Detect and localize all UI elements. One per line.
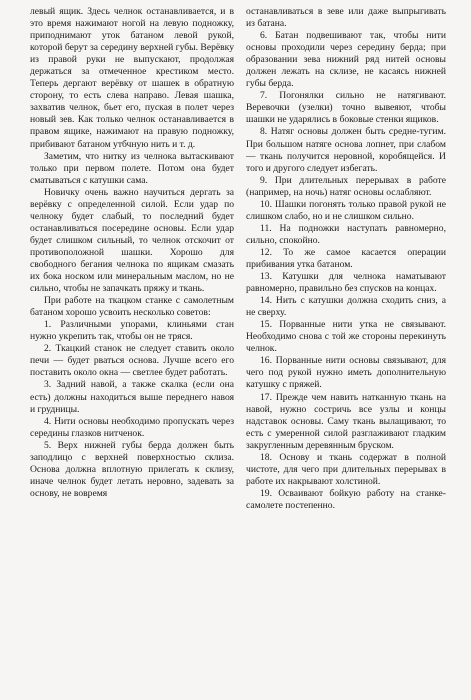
paragraph: останавливаться в зеве или даже выпрыгивать из батана. — [246, 6, 446, 30]
list-item: 10. Шашки погонять только правой рукой не слишком слабо, но и не слишком сильно. — [246, 198, 446, 222]
list-item: 9. При длительных перерывах в работе (например, на ночь) натяг основы ослабляют. — [246, 174, 446, 198]
list-item: 13. Катушки для челнока наматывают равномерно, правильно без спусков на концах. — [246, 271, 446, 295]
list-item: 12. То же самое касается операции прибивания утка батаном. — [246, 246, 446, 270]
list-item: 14. Нить с катушки должна сходить сниз, а не сверху. — [246, 295, 446, 319]
list-item: 15. Порванные нити утка не связывают. Необходимо снова с той же стороны перекинуть челнок. — [246, 319, 446, 355]
paragraph: При работе на ткацком станке с самолетным батаном хорошо усвоить несколько советов: — [30, 295, 234, 319]
list-item: 18. Основу и ткань содержат в полной чистоте, для чего при длительных перерывах в работе их накрывают холстиной. — [246, 451, 446, 487]
list-item: 1. Различными упорами, клиньями стан нужно укрепить так, чтобы он не тряся. — [30, 319, 234, 343]
list-item: 19. Осваивают бойкую работу на станке-самолете постепенно. — [246, 487, 446, 511]
list-item: 5. Верх нижней губы берда должен быть заподлицо с верхней поверхностью склиза. Основа должна вплотную прилегать к склизу, иначе челнок будет летать неровно, задевать за основу, не вовремя — [30, 439, 234, 499]
paragraph: Заметим, что нитку из челнока вытаскивают только при первом полете. Потом она будет сматываться с катушки сама. — [30, 150, 234, 186]
right-text-column — [246, 6, 446, 512]
list-item: 11. На подножки наступать равномерно, сильно, спокойно. — [246, 222, 446, 246]
paragraph: Новичку очень важно научиться дергать за верёвку с определенной силой. Если удар по челноку будет слабый, то последний будет останавливаться посередине основы. Если удар будет слишком сильный, то челнок отскочит от противоположной шашки. Хорошо для свободного бегания челнока по ящикам смазать их бока носком или минеральным маслом, но не сильно, чтобы не запачкать пряжу и ткань. — [30, 186, 234, 295]
list-item: 6. Батан подвешивают так, чтобы нити основы проходили через середину берда; при образовании зева нижний ряд нитей основы должен лежать на склизе, не касаясь нижней губы берда. — [246, 30, 446, 90]
list-item: 4. Нити основы необходимо пропускать через середины глазков нитченок. — [30, 415, 234, 439]
list-item: 17. Прежде чем навить натканную ткань на навой, нужно состричь все узлы и концы надставок основы. Саму ткань вылащивают, то есть с умеренной силой разглаживают гладким закругленным деревянным бруском. — [246, 391, 446, 451]
left-text-column — [30, 6, 234, 500]
list-item: 7. Погонялки сильно не натягивают. Веревочки (узелки) точно вывеяют, чтобы шашки не ударялись в боковые стенки ящиков. — [246, 90, 446, 126]
list-item: 8. Натяг основы должен быть средне-тугим. При большом натяге основа лопнет, при слабом — ткань получится неровной, коробящейся. И того и другого следует избегать. — [246, 126, 446, 174]
list-item: 16. Порванные нити основы связывают, для чего под рукой нужно иметь дополнительную катушку с пряжей. — [246, 355, 446, 391]
list-item: 2. Ткацкий станок не следует ставить около печи — будет рваться основа. Лучше всего его поставить около окна — светлее будет работать. — [30, 343, 234, 379]
list-item: 3. Задний навой, а также скалка (если она есть) должны находиться выше переднего навоя и грудницы. — [30, 379, 234, 415]
paragraph: левый ящик. Здесь челнок останавливается, и в это время нажимают ногой на левую подножку, приподнимают уток батаном левой рукой, которой берут за середину верхней губы. Верёвку из правой руки не выпускают, продолжая держаться за отмеченное крестиком место. Теперь дергают верёвку от шашек в обратную сторону, то есть слева направо. Левая шашка, захватив челнок, бьет его, пуская в полет через новый зев. Как только челнок останавливается в правом ящике, нажимают на правую подножку, прибивают батаном утбчную нить и т. д. — [30, 6, 234, 150]
